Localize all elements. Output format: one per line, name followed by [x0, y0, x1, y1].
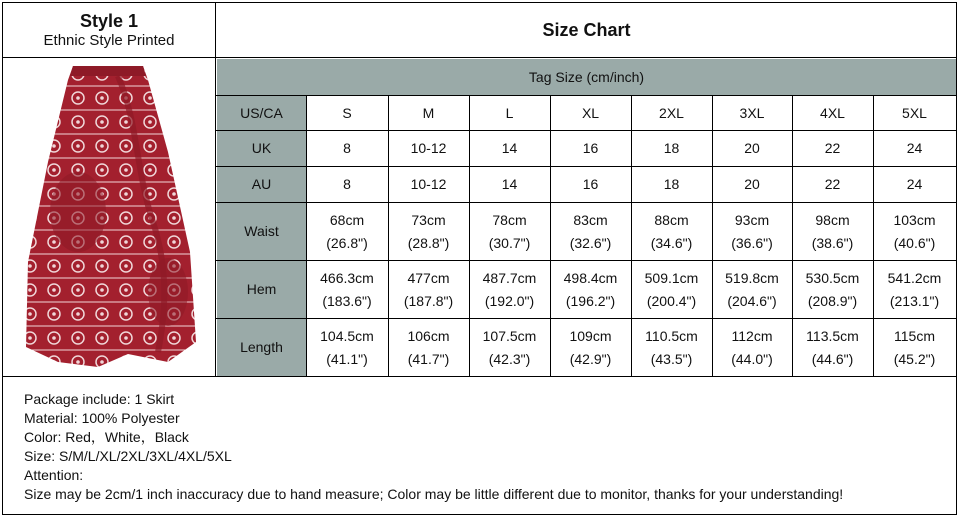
measurement-inch: (208.9")	[807, 292, 858, 309]
size-cell: 24	[906, 176, 923, 192]
measurement-inch: (34.6")	[650, 234, 693, 251]
measurement-cell	[306, 202, 388, 260]
measurement-cell	[388, 318, 469, 376]
measurement-cm: 113.5cm	[806, 327, 859, 344]
border-line	[216, 130, 957, 131]
size-cell: 10-12	[410, 176, 447, 192]
size-cell: XL	[581, 104, 600, 121]
note-line: Size: S/M/L/XL/2XL/3XL/4XL/5XL	[24, 448, 232, 464]
measurement-cm: 110.5cm	[645, 327, 698, 344]
measurement-cm: 73cm	[411, 211, 446, 228]
measurement-cm: 103cm	[893, 211, 936, 228]
measurement-inch: (32.6")	[569, 234, 612, 251]
size-cell: 22	[824, 140, 841, 156]
size-cell: 16	[582, 176, 599, 192]
size-cell: 14	[501, 140, 518, 156]
border-line	[873, 95, 874, 376]
size-cell: S	[342, 104, 352, 121]
border-line	[388, 95, 389, 376]
measurement-label: Length	[217, 318, 306, 376]
tag-size-label: Tag Size (cm/inch)	[217, 59, 956, 95]
product-notes	[24, 390, 843, 504]
border-line	[216, 260, 957, 261]
size-cell: M	[422, 104, 435, 121]
measurement-inch: (42.9")	[569, 350, 612, 367]
measurement-cm: 541.2cm	[887, 269, 942, 286]
measurement-inch: (183.6")	[322, 292, 372, 309]
product-title: Style 1	[79, 11, 139, 31]
size-cell: 8	[343, 176, 351, 192]
size-cell: 22	[824, 176, 841, 192]
note-line: Color: Red，White，Black	[24, 429, 189, 445]
measurement-inch: (41.7")	[407, 350, 450, 367]
note-line: Size may be 2cm/1 inch inaccuracy due to hand measure; Color may be little different due to monitor, thanks for your understanding!	[24, 486, 844, 502]
border-line	[550, 95, 551, 376]
measurement-cell	[550, 318, 631, 376]
measurement-cell	[388, 202, 469, 260]
measurement-cell	[792, 318, 873, 376]
measurement-cell	[712, 202, 792, 260]
measurement-inch: (26.8")	[326, 234, 368, 251]
measurement-inch: (187.8")	[403, 292, 454, 309]
measurement-cm: 477cm	[407, 269, 450, 286]
border-line	[469, 95, 470, 376]
size-cell: 16	[582, 140, 599, 156]
border-line	[2, 57, 957, 58]
product-header	[3, 3, 215, 57]
size-cell: 18	[663, 140, 680, 156]
measurement-inch: (45.2")	[893, 350, 936, 367]
measurement-cell	[469, 318, 550, 376]
size-cell: 20	[744, 176, 760, 192]
measurement-cm: 509.1cm	[644, 269, 699, 286]
measurement-cell	[550, 202, 631, 260]
size-cell: 18	[663, 176, 680, 192]
chart-title: Size Chart	[542, 19, 631, 40]
measurement-cm: 115cm	[894, 327, 935, 344]
size-cell: 4XL	[820, 104, 845, 121]
measurement-cm: 466.3cm	[320, 269, 374, 286]
size-cell: 10-12	[410, 140, 447, 156]
note-line: Material: 100% Polyester	[24, 410, 180, 426]
measurement-cm: 530.5cm	[805, 269, 860, 286]
measurement-label: Waist	[217, 202, 306, 260]
border-line	[216, 166, 957, 167]
measurement-inch: (38.6")	[811, 234, 854, 251]
measurement-cell	[306, 318, 388, 376]
measurement-cm: 83cm	[573, 211, 608, 228]
measurement-cm: 106cm	[407, 327, 450, 344]
border-line	[792, 95, 793, 376]
border-line	[2, 2, 3, 515]
measurement-cell	[712, 318, 792, 376]
measurement-cell	[873, 202, 956, 260]
note-line: Attention:	[24, 467, 84, 483]
measurement-inch: (200.4")	[646, 292, 697, 309]
border-line	[2, 2, 957, 3]
measurement-cm: 88cm	[654, 211, 689, 228]
measurement-label: Hem	[217, 260, 306, 318]
size-row-label: UK	[217, 130, 306, 166]
measurement-cell	[469, 202, 550, 260]
product-subtitle: Ethnic Style Printed	[43, 32, 175, 49]
measurement-cell	[792, 202, 873, 260]
border-line	[216, 318, 957, 319]
skirt-product-image	[18, 62, 198, 374]
measurement-cell	[631, 260, 712, 318]
measurement-cm: 93cm	[734, 211, 770, 228]
measurement-cell	[873, 318, 956, 376]
measurement-cm: 104.5cm	[320, 327, 374, 344]
measurement-cm: 78cm	[492, 211, 527, 228]
measurement-cm: 68cm	[329, 211, 365, 228]
size-cell: 8	[343, 140, 351, 156]
measurement-cell	[469, 260, 550, 318]
measurement-inch: (43.5")	[650, 350, 693, 367]
border-line	[306, 95, 307, 376]
measurement-cell	[631, 202, 712, 260]
measurement-cell	[388, 260, 469, 318]
measurement-cell	[712, 260, 792, 318]
measurement-inch: (192.0")	[484, 292, 535, 309]
measurement-cell	[631, 318, 712, 376]
measurement-inch: (196.2")	[565, 292, 616, 309]
measurement-inch: (30.7")	[488, 234, 531, 251]
measurement-cm: 519.8cm	[725, 269, 779, 286]
measurement-cm: 98cm	[815, 211, 850, 228]
border-line	[215, 2, 216, 377]
measurement-cell	[873, 260, 956, 318]
border-line	[216, 95, 957, 96]
measurement-inch: (213.1")	[889, 292, 940, 309]
size-row-label: US/CA	[217, 95, 306, 130]
measurement-inch: (204.6")	[727, 292, 777, 309]
measurement-inch: (41.1")	[326, 350, 368, 367]
measurement-inch: (28.8")	[407, 234, 450, 251]
measurement-cm: 498.4cm	[563, 269, 618, 286]
border-line	[631, 95, 632, 376]
measurement-cell	[306, 260, 388, 318]
size-cell: 24	[906, 140, 923, 156]
size-cell: 2XL	[659, 104, 684, 121]
measurement-inch: (40.6")	[893, 234, 936, 251]
measurement-cm: 487.7cm	[482, 269, 537, 286]
measurement-inch: (36.6")	[731, 234, 773, 251]
border-line	[2, 376, 957, 377]
size-cell: 20	[744, 140, 760, 156]
size-cell: 3XL	[739, 104, 765, 121]
measurement-inch: (44.0")	[731, 350, 773, 367]
size-cell: 14	[501, 176, 518, 192]
note-line: Package include: 1 Skirt	[24, 391, 175, 407]
measurement-cm: 112cm	[731, 327, 773, 344]
measurement-cm: 109cm	[569, 327, 612, 344]
size-cell: L	[505, 104, 514, 121]
border-line	[956, 2, 957, 515]
border-line	[2, 514, 957, 515]
border-line	[216, 202, 957, 203]
measurement-cell	[792, 260, 873, 318]
size-cell: 5XL	[902, 104, 927, 121]
measurement-cell	[550, 260, 631, 318]
measurement-inch: (44.6")	[811, 350, 854, 367]
measurement-inch: (42.3")	[488, 350, 531, 367]
size-row-label: AU	[217, 166, 306, 202]
measurement-cm: 107.5cm	[482, 327, 537, 344]
border-line	[712, 95, 713, 376]
